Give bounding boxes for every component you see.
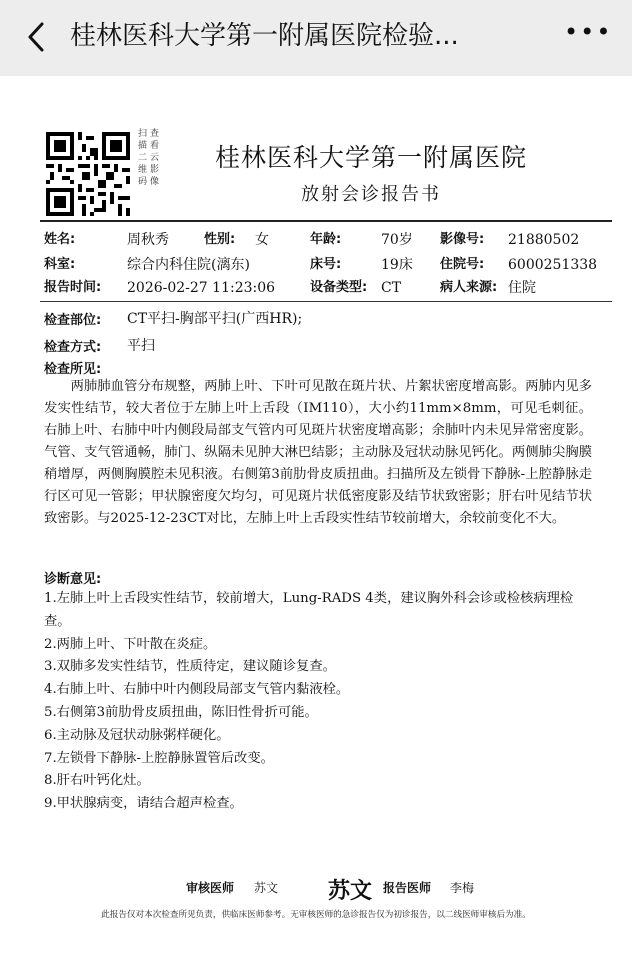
- patient-source-label: 病人来源:: [440, 280, 498, 295]
- device-type: CT: [381, 280, 402, 296]
- diagnosis-item: 3.双肺多发实性结节，性质待定，建议随诊复查。: [44, 659, 336, 675]
- inpatient-number: 6000251338: [508, 257, 598, 273]
- reviewer-label: 审核医师: [186, 881, 235, 895]
- diagnosis-item: 8.肝右叶钙化灶。: [44, 773, 150, 789]
- qr-caption-col: 扫描二维码: [138, 129, 148, 187]
- report-type: 放射会诊报告书: [301, 184, 441, 205]
- report-time: 2026-02-27 11:23:06: [127, 280, 276, 296]
- more-options-icon[interactable]: •••: [564, 18, 613, 46]
- top-nav-bar: [0, 0, 632, 76]
- image-no-label: 影像号:: [440, 232, 485, 247]
- inpatient-no-label: 住院号:: [440, 257, 485, 272]
- qr-caption-col: 查看云影像: [150, 129, 160, 187]
- info-divider: [40, 301, 612, 302]
- patient-name: 周秋秀: [127, 232, 169, 248]
- diagnosis-item: 2.两肺上叶、下叶散在炎症。: [44, 636, 217, 652]
- diagnosis-item: 9.甲状腺病变，请结合超声检查。: [44, 796, 243, 812]
- findings-label: 检查所见:: [44, 362, 102, 377]
- hospital-name: 桂林医科大学第一附属医院: [214, 143, 527, 172]
- device-label: 设备类型:: [310, 280, 368, 295]
- diagnosis-item: 4.右肺上叶、右肺中叶内侧段局部支气管内黏液栓。: [44, 682, 350, 698]
- dept-label: 科室:: [44, 257, 76, 272]
- bed-label: 床号:: [310, 257, 342, 272]
- image-number: 21880502: [508, 232, 580, 248]
- patient-age: 70岁: [381, 232, 413, 248]
- diagnosis-item: 1.左肺上叶上舌段实性结节，较前增大，Lung-RADS 4类，建议胸外科会诊或检核病理检查。: [44, 591, 574, 629]
- findings-text: 两肺肺血管分布规整，两肺上叶、下叶可见散在斑片状、片絮状密度增高影。两肺内见多发实性结节，较大者位于左肺上叶上舌段（IM110），大小约11mm×8mm，可见毛刺征。右肺上叶、右肺中叶内侧段局部支气管内可见斑片状密度增高影；余肺叶内未见异常密度影。气管、支气管通畅，肺门、纵隔未见肿大淋巴结影；主动脉及冠状动脉见钙化。两侧肺尖胸膜稍增厚，两侧胸膜腔未见积液。右侧第3前肋骨皮质扭曲。扫描所及左锁骨下静脉-上腔静脉走行区可见一管影；甲状腺密度欠均匀，可见斑片状低密度影及结节状致密影；肝右叶见结节状致密影。与2025-12-23CT对比，左肺上叶上舌段实性结节较前增大，余较前变化不大。: [44, 379, 592, 526]
- patient-sex: 女: [255, 232, 269, 248]
- diagnosis-item: 7.左锁骨下静脉-上腔静脉置管后改变。: [44, 750, 274, 766]
- exam-method-label: 检查方式:: [44, 340, 102, 355]
- reporter-label: 报告医师: [383, 881, 432, 895]
- sex-label: 性别:: [204, 232, 236, 247]
- diagnosis-item: 5.右侧第3前肋骨皮质扭曲，陈旧性骨折可能。: [44, 704, 318, 720]
- disclaimer-note: 此报告仅对本次检查所见负责，供临床医师参考。无审核医师的急诊报告仅为初诊报告，以二线医师审核后为准。: [101, 910, 531, 920]
- page-title: 桂林医科大学第一附属医院检验...: [70, 21, 459, 51]
- name-label: 姓名:: [44, 232, 76, 247]
- exam-method: 平扫: [127, 338, 155, 354]
- report-time-label: 报告时间:: [44, 280, 102, 295]
- back-arrow-icon[interactable]: [22, 20, 52, 54]
- diagnosis-list: [44, 588, 592, 816]
- patient-source: 住院: [508, 280, 536, 296]
- reviewer-signature: 苏文: [328, 878, 373, 904]
- diagnosis-label: 诊断意见:: [44, 572, 102, 587]
- reviewer-name: 苏文: [254, 881, 279, 895]
- reporter-name: 李梅: [450, 881, 475, 895]
- bed-number: 19床: [381, 257, 413, 273]
- age-label: 年龄:: [310, 232, 342, 247]
- exam-part: CT平扫-胸部平扫(广西HR);: [127, 311, 303, 327]
- diagnosis-item: 6.主动脉及冠状动脉粥样硬化。: [44, 727, 230, 743]
- exam-part-label: 检查部位:: [44, 313, 102, 328]
- header-divider: [40, 220, 612, 222]
- department: 综合内科住院(漓东): [127, 257, 250, 273]
